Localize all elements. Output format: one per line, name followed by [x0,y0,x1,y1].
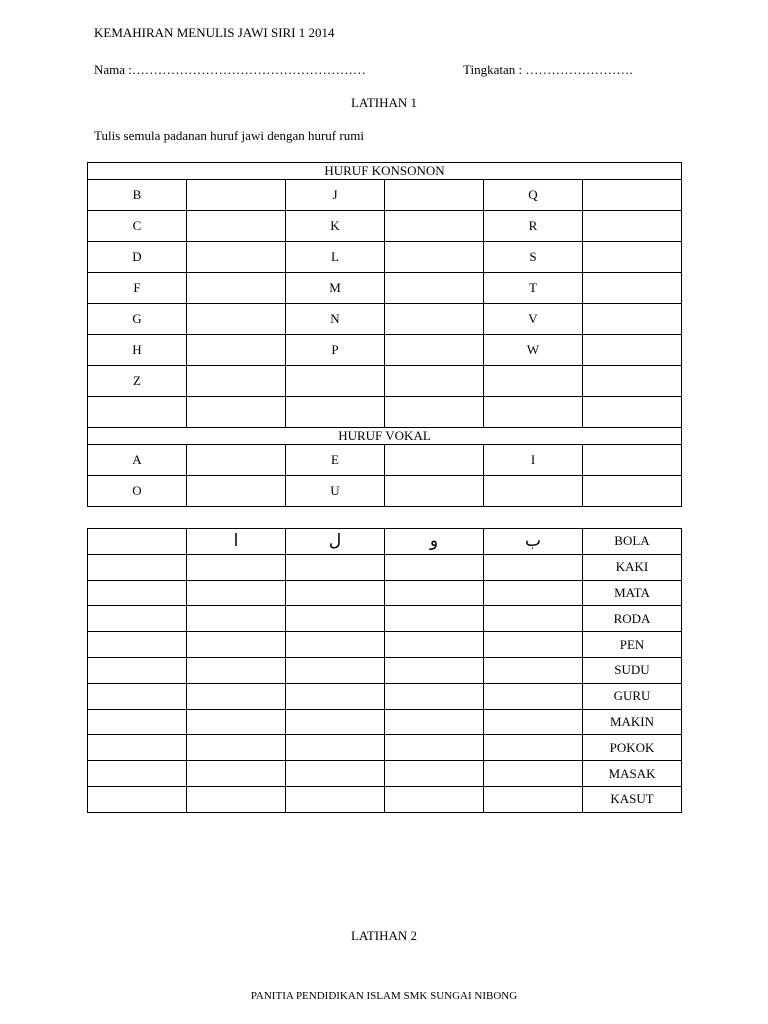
vokal-heading-row [88,428,682,445]
konsonan-answer-cell[interactable] [187,180,286,211]
konsonan-heading-row [88,163,682,180]
answer-cell[interactable] [385,683,484,709]
answer-cell[interactable] [88,761,187,787]
vokal-letter: A [88,445,187,476]
answer-cell[interactable] [385,657,484,683]
word-row [88,606,682,632]
answer-cell[interactable] [385,761,484,787]
answer-cell[interactable] [385,735,484,761]
answer-cell[interactable] [286,709,385,735]
konsonan-answer-cell[interactable] [187,211,286,242]
answer-cell[interactable] [88,632,187,658]
konsonan-letter: W [484,335,583,366]
konsonan-answer-cell[interactable] [187,273,286,304]
rumi-word: POKOK [583,735,682,761]
vokal-answer-cell[interactable] [385,476,484,507]
answer-cell[interactable] [88,657,187,683]
vokal-heading: HURUF VOKAL [88,428,682,445]
answer-cell[interactable] [286,632,385,658]
tingkatan-blank: : ……………………. [518,62,633,77]
word-row [88,529,682,555]
konsonan-letter: K [286,211,385,242]
answer-cell[interactable] [484,580,583,606]
konsonan-letter: B [88,180,187,211]
rumi-word: SUDU [583,657,682,683]
konsonan-answer-cell[interactable] [187,335,286,366]
answer-cell[interactable] [88,606,187,632]
konsonan-answer-cell[interactable] [583,211,682,242]
answer-cell[interactable] [286,683,385,709]
rumi-word: PEN [583,632,682,658]
konsonan-answer-cell[interactable] [583,273,682,304]
word-row [88,735,682,761]
answer-cell[interactable] [187,554,286,580]
konsonan-answer-cell[interactable] [385,211,484,242]
konsonan-letter [286,366,385,397]
konsonan-answer-cell[interactable] [583,335,682,366]
nama-blank: :……………………………………………… [128,62,366,77]
rumi-word: BOLA [583,529,682,555]
vokal-row [88,476,682,507]
rumi-word: MASAK [583,761,682,787]
worksheet-title: KEMAHIRAN MENULIS JAWI SIRI 1 2014 [94,25,335,40]
answer-cell[interactable] [286,554,385,580]
answer-cell[interactable] [88,735,187,761]
konsonan-answer-cell[interactable] [187,242,286,273]
vokal-row [88,445,682,476]
rumi-word: MAKIN [583,709,682,735]
word-row [88,683,682,709]
konsonan-row [88,335,682,366]
konsonan-row [88,242,682,273]
latihan1-heading: LATIHAN 1 [350,95,418,110]
answer-cell[interactable] [286,606,385,632]
konsonan-letter: H [88,335,187,366]
konsonan-answer-cell[interactable] [385,304,484,335]
rumi-word: MATA [583,580,682,606]
rumi-word: KAKI [583,554,682,580]
word-row [88,786,682,812]
answer-cell[interactable] [187,632,286,658]
latihan2-heading: LATIHAN 2 [350,928,418,943]
konsonan-row [88,397,682,428]
answer-cell[interactable] [484,735,583,761]
konsonan-answer-cell[interactable] [583,366,682,397]
konsonan-answer-cell[interactable] [385,242,484,273]
konsonan-letter: R [484,211,583,242]
tingkatan-line [463,62,633,78]
konsonan-letter: Z [88,366,187,397]
konsonan-letter: C [88,211,187,242]
konsonan-letter: G [88,304,187,335]
answer-cell[interactable] [385,632,484,658]
vokal-letter [484,476,583,507]
word-row [88,554,682,580]
konsonan-letter: P [286,335,385,366]
vokal-answer-cell[interactable] [385,445,484,476]
konsonan-letter: J [286,180,385,211]
rumi-word: GURU [583,683,682,709]
tingkatan-label: Tingkatan [463,62,516,77]
konsonan-answer-cell[interactable] [385,397,484,428]
nama-label: Nama [94,62,126,77]
konsonan-answer-cell[interactable] [583,304,682,335]
answer-cell[interactable] [484,554,583,580]
answer-cell[interactable] [187,606,286,632]
konsonan-letter [88,397,187,428]
word-row [88,709,682,735]
konsonan-row [88,366,682,397]
konsonan-answer-cell[interactable] [583,242,682,273]
konsonan-letter: D [88,242,187,273]
rumi-word: RODA [583,606,682,632]
konsonan-heading: HURUF KONSONON [88,163,682,180]
konsonan-answer-cell[interactable] [385,335,484,366]
konsonan-letter: S [484,242,583,273]
answer-cell[interactable] [484,761,583,787]
answer-cell[interactable] [187,786,286,812]
konsonan-letter [484,366,583,397]
konsonan-letter [286,397,385,428]
word-row [88,632,682,658]
konsonan-answer-cell[interactable] [187,366,286,397]
jawi-letter: و [385,529,484,555]
vokal-letter: I [484,445,583,476]
answer-cell[interactable] [385,580,484,606]
vokal-answer-cell[interactable] [187,476,286,507]
konsonan-answer-cell[interactable] [583,180,682,211]
konsonan-answer-cell[interactable] [385,180,484,211]
vokal-letter: O [88,476,187,507]
jawi-word-table [87,528,682,813]
answer-cell[interactable] [286,786,385,812]
answer-cell[interactable] [88,529,187,555]
answer-cell[interactable] [286,580,385,606]
answer-cell[interactable] [187,657,286,683]
jawi-letter: ل [286,529,385,555]
answer-cell[interactable] [187,683,286,709]
answer-cell[interactable] [187,761,286,787]
answer-cell[interactable] [286,761,385,787]
answer-cell[interactable] [187,580,286,606]
answer-cell[interactable] [187,709,286,735]
nama-line [94,62,366,78]
word-row [88,580,682,606]
word-row [88,657,682,683]
answer-cell[interactable] [484,606,583,632]
vokal-letter: E [286,445,385,476]
answer-cell[interactable] [286,735,385,761]
konsonan-row [88,211,682,242]
answer-cell[interactable] [88,580,187,606]
konsonan-letter: N [286,304,385,335]
konsonan-letter: Q [484,180,583,211]
answer-cell[interactable] [286,657,385,683]
answer-cell[interactable] [187,735,286,761]
konsonan-letter [484,397,583,428]
answer-cell[interactable] [385,606,484,632]
footer-text: PANITIA PENDIDIKAN ISLAM SMK SUNGAI NIBONG [250,990,518,1002]
rumi-word: KASUT [583,786,682,812]
consonant-vowel-table [87,162,682,507]
vokal-letter: U [286,476,385,507]
answer-cell[interactable] [88,786,187,812]
word-row [88,761,682,787]
konsonan-row [88,180,682,211]
jawi-letter: ب [484,529,583,555]
konsonan-letter: L [286,242,385,273]
konsonan-letter: F [88,273,187,304]
konsonan-row [88,273,682,304]
vokal-answer-cell[interactable] [583,476,682,507]
answer-cell[interactable] [484,657,583,683]
konsonan-answer-cell[interactable] [583,397,682,428]
konsonan-answer-cell[interactable] [385,366,484,397]
vokal-answer-cell[interactable] [583,445,682,476]
vokal-answer-cell[interactable] [187,445,286,476]
konsonan-letter: T [484,273,583,304]
answer-cell[interactable] [88,683,187,709]
jawi-letter: ا [187,529,286,555]
konsonan-answer-cell[interactable] [187,397,286,428]
answer-cell[interactable] [385,709,484,735]
answer-cell[interactable] [484,786,583,812]
answer-cell[interactable] [484,683,583,709]
latihan1-instruction: Tulis semula padanan huruf jawi dengan huruf rumi [94,128,364,143]
answer-cell[interactable] [484,709,583,735]
answer-cell[interactable] [385,786,484,812]
konsonan-row [88,304,682,335]
konsonan-answer-cell[interactable] [187,304,286,335]
answer-cell[interactable] [484,632,583,658]
answer-cell[interactable] [88,709,187,735]
konsonan-letter: M [286,273,385,304]
konsonan-letter: V [484,304,583,335]
answer-cell[interactable] [385,554,484,580]
konsonan-answer-cell[interactable] [385,273,484,304]
answer-cell[interactable] [88,554,187,580]
